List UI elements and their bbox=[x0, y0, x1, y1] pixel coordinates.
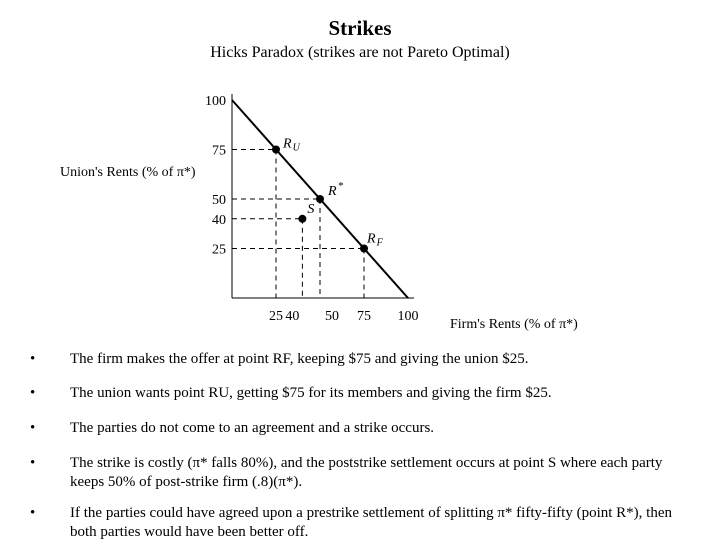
bullet-text: The parties do not come to an agreement and a strike occurs. bbox=[70, 420, 435, 436]
bullet-item bbox=[30, 504, 700, 542]
bullet-item bbox=[30, 454, 700, 492]
dashed-guides bbox=[232, 150, 364, 299]
x-ticks bbox=[269, 309, 419, 324]
bullet-item bbox=[30, 350, 700, 369]
bullet-text: The strike is costly (π* falls 80%), and the poststrike settlement occurs at point S where each party keeps 50% of post-strike firm (.8)(π*). bbox=[70, 455, 663, 490]
bullet-item bbox=[30, 384, 700, 403]
x-tick-label: 75 bbox=[357, 309, 371, 324]
point-marker bbox=[316, 195, 324, 203]
point-label: R* bbox=[328, 180, 344, 199]
y-tick-label: 75 bbox=[212, 143, 226, 159]
bullet-dot: • bbox=[30, 455, 36, 471]
point-label: $R_F$ bbox=[367, 231, 383, 249]
points bbox=[272, 137, 384, 253]
point-marker bbox=[298, 215, 306, 223]
x-tick-label: 40 bbox=[285, 309, 300, 324]
y-tick-label: 40 bbox=[212, 212, 226, 228]
point-label: $R_U$ bbox=[283, 136, 300, 154]
bullet-dot: • bbox=[30, 351, 36, 367]
point-marker bbox=[272, 146, 280, 154]
bullet-dot: • bbox=[30, 420, 36, 436]
y-ticks bbox=[205, 94, 226, 258]
y-axis-label: Union's Rents (% of π*) bbox=[60, 165, 196, 180]
bullet-text: The firm makes the offer at point RF, keeping $75 and giving the union $25. bbox=[70, 351, 529, 367]
y-tick-label: 100 bbox=[205, 94, 226, 109]
bullet-list bbox=[30, 350, 700, 542]
bullet-item bbox=[30, 419, 700, 438]
bullet-text: If the parties could have agreed upon a prestrike settlement of splitting π* fifty-fifty (point R*), then both parties would have been better off. bbox=[70, 505, 672, 540]
x-tick-label: 100 bbox=[397, 309, 419, 324]
y-tick-label: 50 bbox=[212, 193, 226, 208]
x-tick-label: 25 bbox=[269, 309, 283, 324]
x-tick-label: 50 bbox=[325, 309, 339, 324]
y-tick-label: 25 bbox=[212, 242, 226, 258]
bullet-dot: • bbox=[30, 505, 36, 521]
point-label: S bbox=[307, 201, 315, 217]
bullet-text: The union wants point RU, getting $75 for its members and giving the firm $25. bbox=[70, 385, 552, 401]
bullet-dot: • bbox=[30, 385, 36, 401]
page-subtitle: Hicks Paradox (strikes are not Pareto Optimal) bbox=[210, 44, 510, 61]
page-title: Strikes bbox=[328, 16, 392, 40]
x-axis-label: Firm's Rents (% of π*) bbox=[450, 317, 578, 332]
